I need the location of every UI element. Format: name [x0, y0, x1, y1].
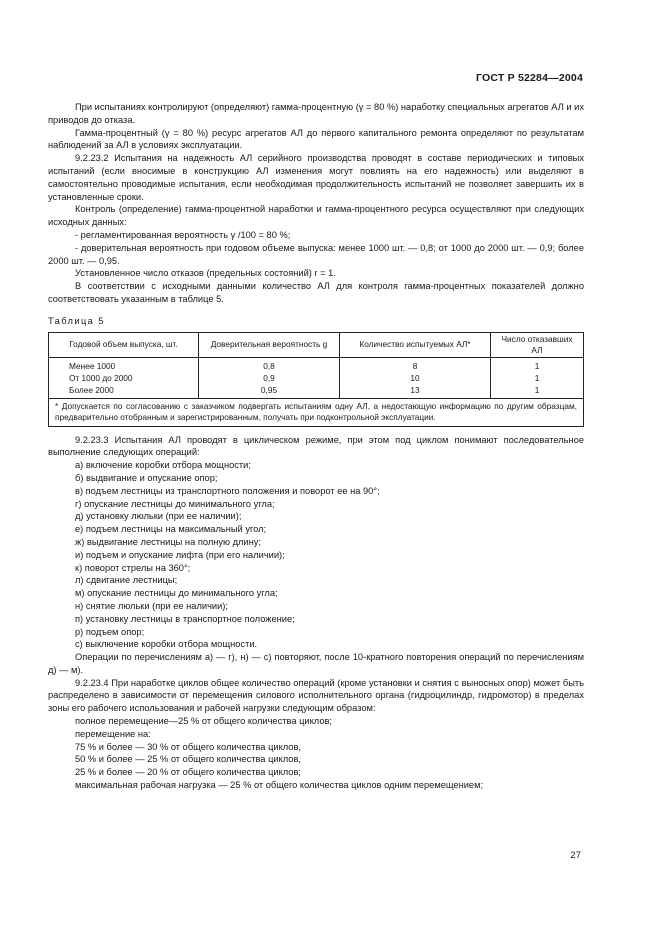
table-cell: 0,9	[199, 373, 340, 385]
table-cell: 0,8	[199, 357, 340, 373]
list-line: 75 % и более — 30 % от общего количества циклов,	[75, 741, 301, 752]
list-item: а) включение коробки отбора мощности;	[75, 460, 251, 471]
table-cell: Более 2000	[49, 385, 199, 399]
paragraph: При испытаниях контролируют (определяют) гамма-процентную (γ = 80 %) наработку специальных агрегатов АЛ и их приводов до отказа.	[48, 102, 584, 125]
list-item: д) установку люльки (при ее наличии);	[75, 511, 242, 522]
list-item: и) подъем и опускание лифта (при его наличии);	[75, 549, 285, 560]
table-note-row	[49, 398, 584, 426]
column-header: Количество испытуемых АЛ*	[340, 332, 491, 357]
list-item: п) установку лестницы в транспортное положение;	[75, 613, 295, 624]
table-cell: 1	[491, 357, 584, 373]
table-cell: 1	[491, 373, 584, 385]
table-caption: Таблица 5	[48, 315, 105, 326]
list-line: 25 % и более — 20 % от общего количества циклов;	[75, 767, 301, 778]
column-header: Доверительная вероятность g	[199, 332, 340, 357]
table-cell: 0,95	[199, 385, 340, 399]
list-line: перемещение на:	[75, 728, 151, 739]
data-table	[48, 332, 584, 427]
list-line: полное перемещение—25 % от общего количества циклов;	[75, 716, 333, 727]
paragraph: - регламентированная вероятность γ /100 = 80 %;	[75, 229, 291, 240]
table-cell: От 1000 до 2000	[49, 373, 199, 385]
table-row	[49, 385, 584, 399]
table-cell: 8	[340, 357, 491, 373]
document-header: ГОСТ Р 52284—2004	[475, 72, 583, 84]
paragraph: - доверительная вероятность при годовом объеме выпуска: менее 1000 шт. — 0,8; от 1000 до 2000 шт. — 0,9; более 2000 шт. — 0,95.	[48, 242, 584, 266]
list-item: б) выдвигание и опускание опор;	[75, 472, 218, 483]
table-row	[49, 357, 584, 373]
column-header: Число отказавших АЛ	[491, 332, 584, 357]
paragraph: 9.2.23.3 Испытания АЛ проводят в циклическом режиме, при этом под циклом понимают последовательное выполнение следующих операций:	[48, 434, 584, 458]
list-item: к) поворот стрелы на 360°;	[75, 562, 191, 573]
list-item: г) опускание лестницы до минимального угла;	[75, 498, 275, 509]
list-item: р) подъем опор;	[75, 626, 145, 637]
paragraph: Операции по перечислениям а) — г), н) — с) повторяют, после 10-кратного повторения операций по перечислениям д) — м).	[48, 652, 584, 675]
list-item: н) снятие люльки (при ее наличии);	[75, 600, 228, 611]
list-item: с) выключение коробки отбора мощности.	[75, 639, 258, 650]
paragraph: 9.2.23.2 Испытания на надежность АЛ серийного производства проводят в составе периодических и типовых испытаний (если вносимые в конструкцию АЛ изменения могут повлиять на его надежность) или выделяют в самостоятельно проводимые испытания, если необходимая продолжительность испытаний не позволяет завершить их в установленные сроки.	[48, 153, 584, 202]
table-row	[49, 373, 584, 385]
list-item: е) подъем лестницы на максимальный угол;	[75, 524, 267, 535]
table-cell: Менее 1000	[49, 357, 199, 373]
list-item: ж) выдвигание лестницы на полную длину;	[75, 536, 261, 547]
list-line: максимальная рабочая нагрузка — 25 % от общего количества циклов одним перемещением;	[75, 780, 484, 791]
paragraph: 9.2.23.4 При наработке циклов общее количество операций (кроме установки и снятия с выносных опор) может быть распределено в зависимости от перемещения силового исполнительного органа (гидроцилиндр, гидромотор) в пределах зоны его рабочего использования и рабочей нагрузки следующим образом:	[48, 677, 584, 714]
paragraph: В соответствии с исходными данными количество АЛ для контроля гамма-процентных показателей должно соответствовать указанным в таблице 5.	[48, 281, 584, 304]
table-cell: 10	[340, 373, 491, 385]
paragraph: Установленное число отказов (предельных состояний) r = 1.	[75, 268, 336, 279]
page-number: 27	[570, 850, 581, 861]
document-body	[48, 101, 584, 792]
table-header-row	[49, 332, 584, 357]
list-item: м) опускание лестницы до минимального угла;	[75, 588, 278, 599]
table-cell: 1	[491, 385, 584, 399]
table-cell: 13	[340, 385, 491, 399]
column-header: Годовой объем выпуска, шт.	[49, 332, 199, 357]
table-footnote: * Допускается по согласованию с заказчиком подвергать испытаниям одну АЛ, а недостающую информацию по другим образцам, предварительно отобранным и зарегистрированным, получать при подконтрольной эксплуатации.	[49, 398, 584, 426]
list-item: л) сдвигание лестницы;	[75, 575, 178, 586]
list-line: 50 % и более — 25 % от общего количества циклов,	[75, 754, 301, 765]
paragraph: Гамма-процентный (γ = 80 %) ресурс агрегатов АЛ до первого капитального ремонта определяют по результатам наблюдений за АЛ в условиях эксплуатации.	[48, 127, 584, 151]
list-item: в) подъем лестницы из транспортного положения и поворот ее на 90°;	[75, 485, 380, 496]
paragraph: Контроль (определение) гамма-процентной наработки и гамма-процентного ресурса осуществляют при следующих исходных данных:	[48, 204, 584, 228]
